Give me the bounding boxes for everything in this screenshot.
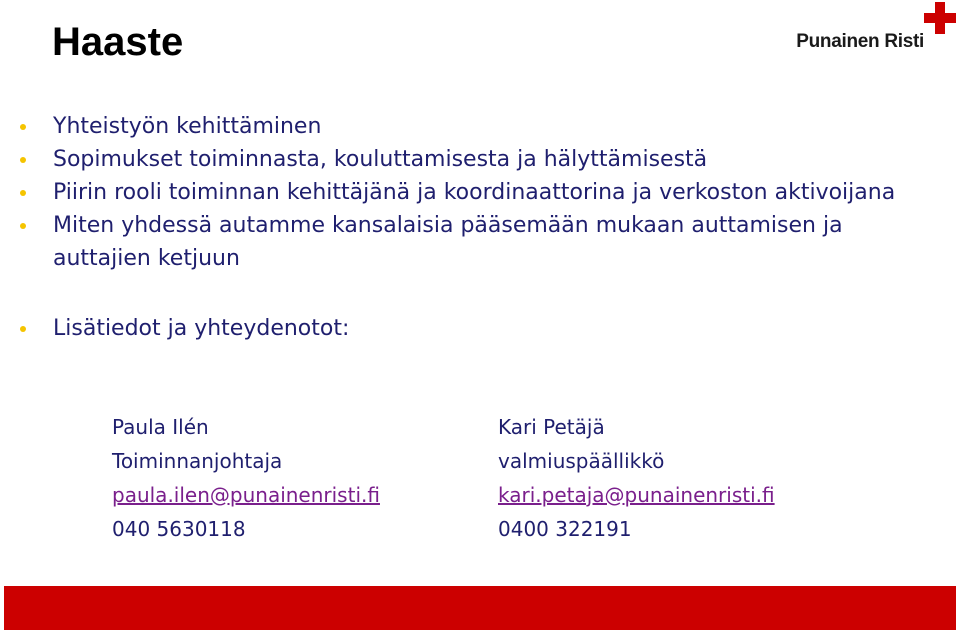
bullet-dot-icon	[20, 190, 26, 196]
bullet-dot-icon	[20, 157, 26, 163]
logo-text: Punainen Risti	[796, 31, 924, 52]
contact-phone: 0400 322191	[498, 517, 632, 541]
bullet-item	[20, 110, 940, 143]
bullet-text: Miten yhdessä autamme kansalaisia pääsemään mukaan auttamisen ja auttajien ketjuun	[53, 213, 843, 271]
bullet-item	[20, 143, 940, 176]
bullet-list	[20, 110, 940, 345]
bullet-dot-icon	[20, 326, 26, 332]
contact-role-row	[112, 444, 872, 478]
contact-phone: 040 5630118	[112, 517, 246, 541]
bullet-item	[20, 209, 940, 275]
bullet-dot-icon	[20, 223, 26, 229]
contacts-heading	[20, 312, 940, 345]
bullet-item	[20, 176, 940, 209]
slide-title: Haaste	[52, 20, 184, 64]
contacts-table	[112, 410, 872, 546]
contact-name: Kari Petäjä	[498, 415, 605, 439]
contacts-heading-text: Lisätiedot ja yhteydenotot:	[53, 316, 350, 341]
contact-role: Toiminnanjohtaja	[112, 449, 283, 473]
contact-phone-row	[112, 512, 872, 546]
contact-role: valmiuspäällikkö	[498, 449, 665, 473]
contact-name: Paula Ilén	[112, 415, 209, 439]
bullet-text: Sopimukset toiminnasta, kouluttamisesta ja hälyttämisestä	[53, 147, 708, 172]
red-cross-logo	[760, 0, 960, 60]
red-cross-icon	[924, 2, 956, 34]
bullet-text: Piirin rooli toiminnan kehittäjänä ja koordinaattorina ja verkoston aktivoijana	[53, 180, 896, 205]
bullet-dot-icon	[20, 124, 26, 130]
contact-email-row	[112, 478, 872, 512]
contact-name-row	[112, 410, 872, 444]
contact-email-link[interactable]: paula.ilen@punainenristi.fi	[112, 483, 380, 507]
contact-email-link[interactable]: kari.petaja@punainenristi.fi	[498, 483, 775, 507]
bullet-text: Yhteistyön kehittäminen	[53, 114, 322, 139]
footer-red-bar	[4, 586, 956, 630]
